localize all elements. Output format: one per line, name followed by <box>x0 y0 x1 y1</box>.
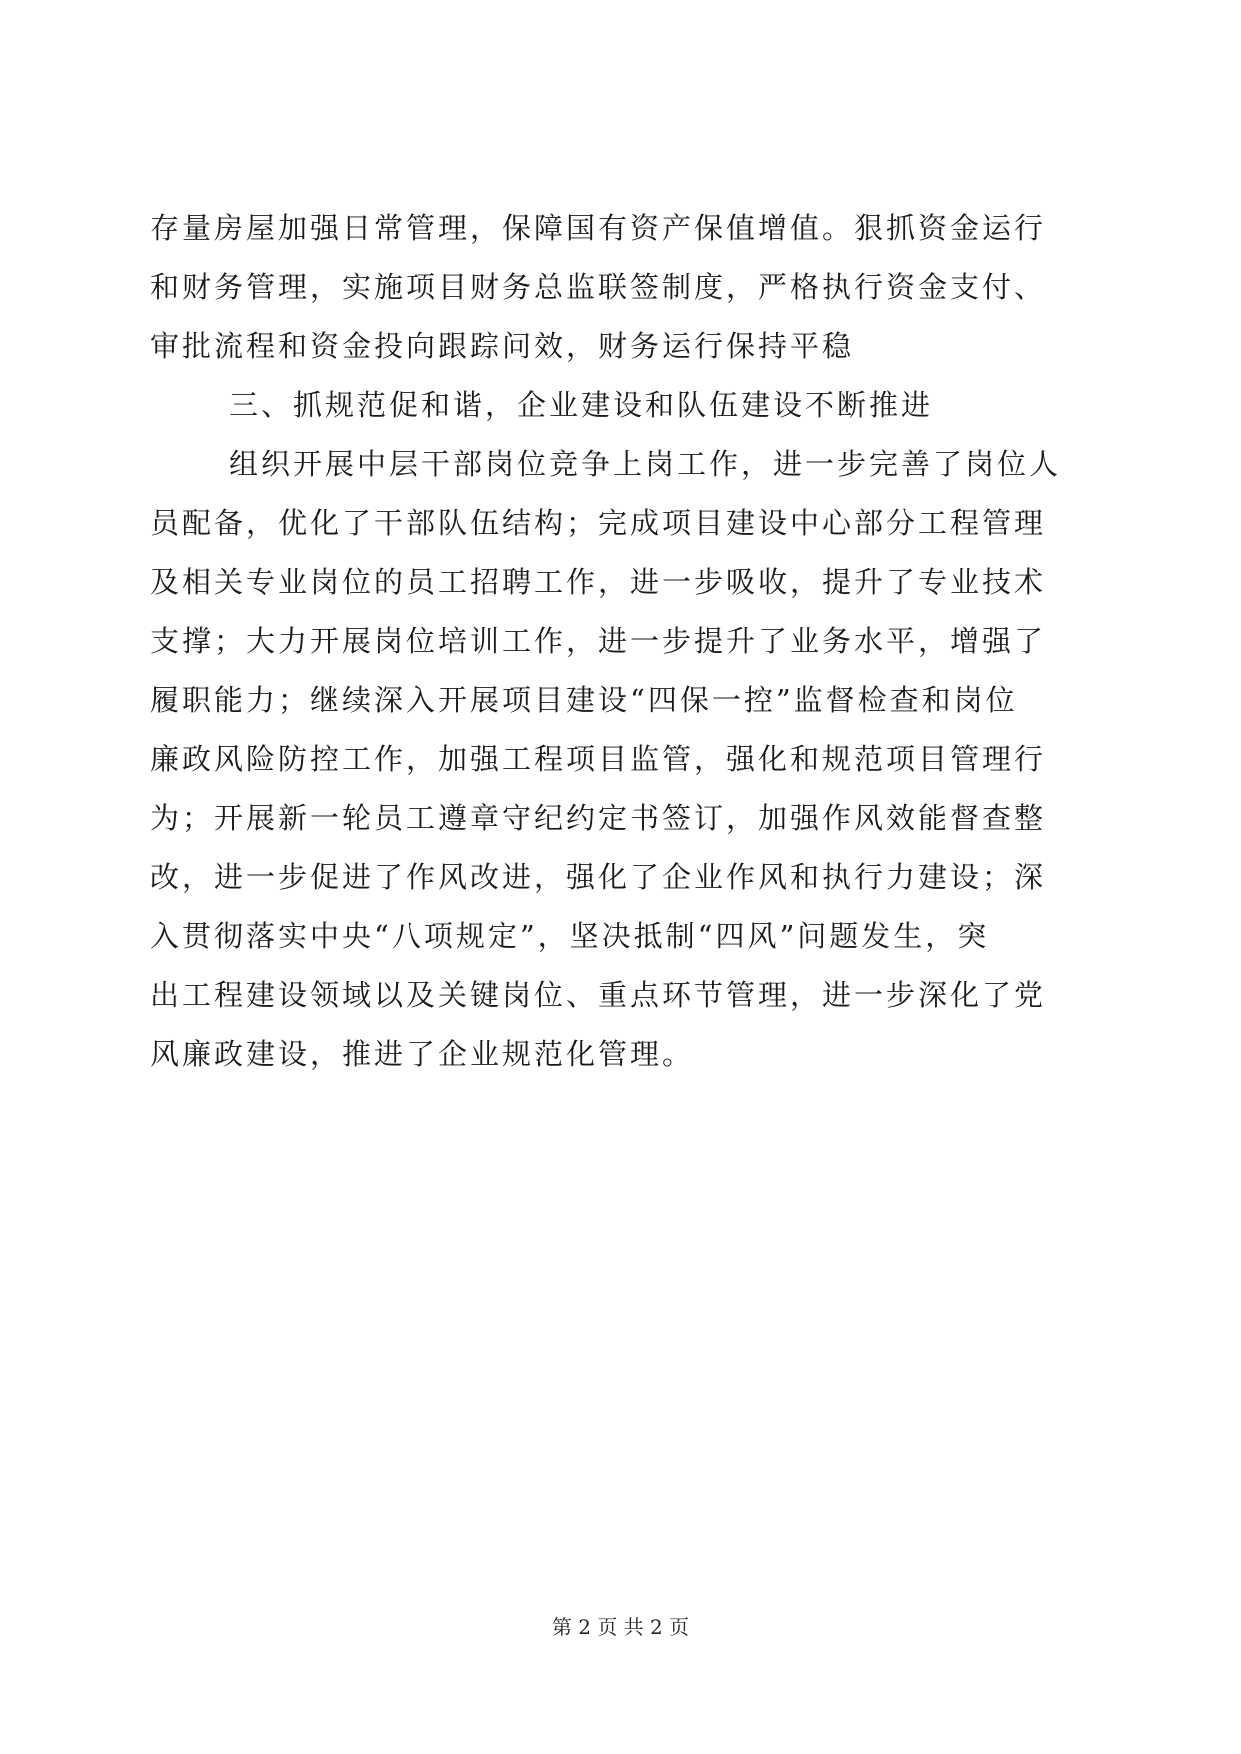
paragraph-line: 及相关专业岗位的员工招聘工作，进一步吸收，提升了专业技术 <box>150 565 1047 599</box>
paragraph-line: 和财务管理，实施项目财务总监联签制度，严格执行资金支付、 <box>150 270 1047 304</box>
paragraph-line: 存量房屋加强日常管理，保障国有资产保值增值。狠抓资金运行 <box>150 211 1047 245</box>
paragraph-line: 员配备，优化了干部队伍结构；完成项目建设中心部分工程管理 <box>150 506 1047 540</box>
paragraph-line: 组织开展中层干部岗位竞争上岗工作，进一步完善了岗位人 <box>229 447 1062 481</box>
paragraph-line: 廉政风险防控工作，加强工程项目监管，强化和规范项目管理行 <box>150 742 1047 776</box>
paragraph-line: 支撑；大力开展岗位培训工作，进一步提升了业务水平，增强了 <box>150 624 1047 658</box>
paragraph-line: 出工程建设领域以及关键岗位、重点环节管理，进一步深化了党 <box>150 978 1047 1012</box>
paragraph-line: 审批流程和资金投向跟踪问效，财务运行保持平稳 <box>150 329 855 363</box>
paragraph-line: 风廉政建设，推进了企业规范化管理。 <box>150 1037 695 1071</box>
paragraph-line: 入贯彻落实中央“八项规定”，坚决抵制“四风”问题发生，突 <box>150 919 990 953</box>
page-number-footer: 第 2 页 共 2 页 <box>551 1615 690 1639</box>
paragraph-line: 履职能力；继续深入开展项目建设“四保一控”监督检查和岗位 <box>150 683 1018 717</box>
paragraph-line: 改，进一步促进了作风改进，强化了企业作风和执行力建设；深 <box>150 860 1047 894</box>
section-heading: 三、抓规范促和谐，企业建设和队伍建设不断推进 <box>229 388 934 422</box>
paragraph-line: 为；开展新一轮员工遵章守纪约定书签订，加强作风效能督查整 <box>150 801 1047 835</box>
